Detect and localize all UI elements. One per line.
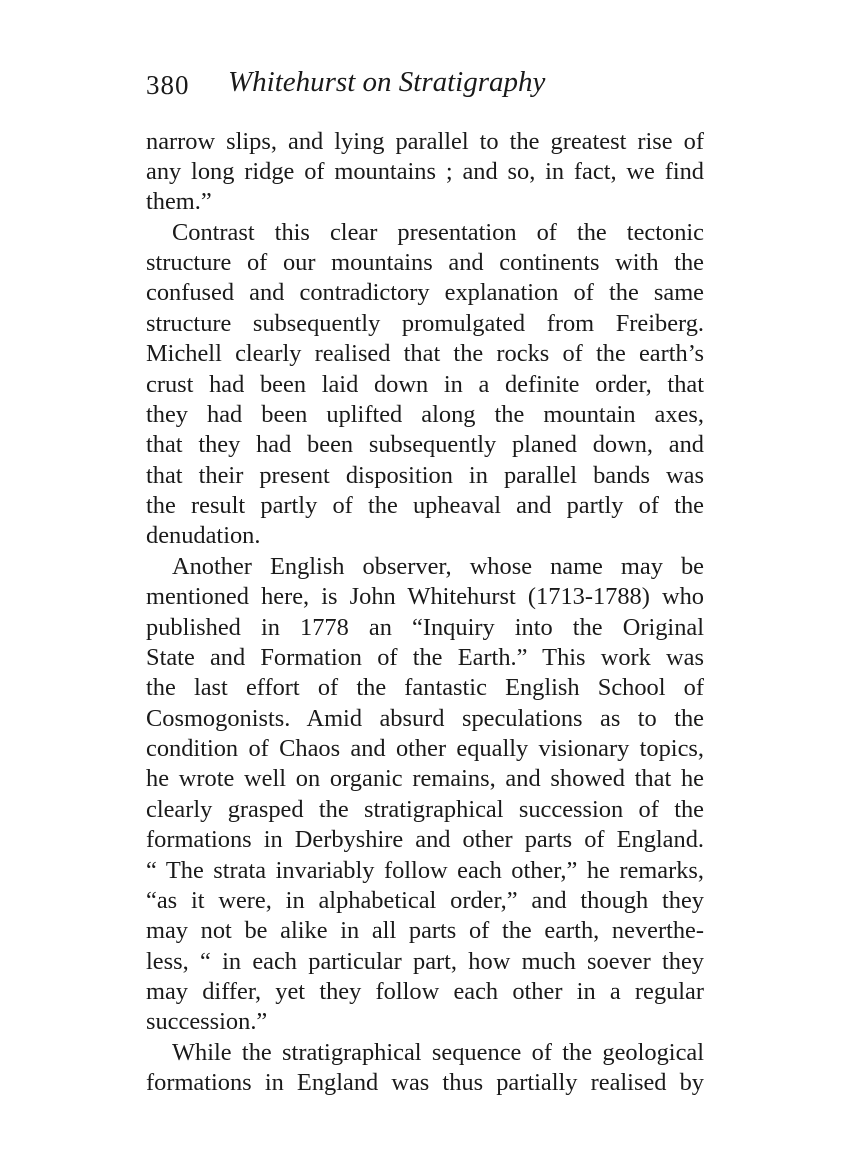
text-line: clearly grasped the stratigraphical succession of the [146, 796, 704, 823]
text-line: condition of Chaos and other equally visionary topics, [146, 735, 704, 762]
text-line: “as it were, in alphabetical order,” and though they [146, 887, 704, 914]
text-line: that their present disposition in parallel bands was [146, 462, 704, 489]
text-line: they had been uplifted along the mountain axes, [146, 401, 704, 428]
text-line: may differ, yet they follow each other in a regular [146, 978, 704, 1005]
text-line: confused and contradictory explanation of the same [146, 279, 704, 306]
text-line: he wrote well on organic remains, and showed that he [146, 765, 704, 792]
text-line: Cosmogonists. Amid absurd speculations as to the [146, 705, 704, 732]
paragraph-start-line: Another English observer, whose name may be [172, 553, 704, 580]
paragraph-start-line: Contrast this clear presentation of the tectonic [172, 219, 704, 246]
text-line: denudation. [146, 522, 261, 549]
page-number: 380 [146, 70, 190, 100]
running-title: Whitehurst on Stratigraphy [228, 66, 546, 98]
text-line: may not be alike in all parts of the earth, neverthe- [146, 917, 704, 944]
text-line: “ The strata invariably follow each other,” he remarks, [146, 857, 704, 884]
text-line: narrow slips, and lying parallel to the greatest rise of [146, 128, 704, 155]
text-line: them.” [146, 188, 212, 215]
text-line: structure of our mountains and continents with the [146, 249, 704, 276]
text-line: State and Formation of the Earth.” This work was [146, 644, 704, 671]
text-line: formations in England was thus partially realised by [146, 1069, 704, 1096]
running-header [146, 66, 746, 110]
text-line: published in 1778 an “Inquiry into the Original [146, 614, 704, 641]
text-line: structure subsequently promulgated from Freiberg. [146, 310, 704, 337]
text-line: the last effort of the fantastic English School of [146, 674, 704, 701]
text-line: less, “ in each particular part, how much soever they [146, 948, 704, 975]
text-line: crust had been laid down in a definite order, that [146, 371, 704, 398]
text-line: any long ridge of mountains ; and so, in fact, we find [146, 158, 704, 185]
text-line: succession.” [146, 1008, 268, 1035]
text-line: Michell clearly realised that the rocks of the earth’s [146, 340, 704, 367]
text-line: formations in Derbyshire and other parts of England. [146, 826, 704, 853]
text-line: mentioned here, is John Whitehurst (1713-1788) who [146, 583, 704, 610]
text-line: the result partly of the upheaval and partly of the [146, 492, 704, 519]
text-line: that they had been subsequently planed down, and [146, 431, 704, 458]
paragraph-start-line: While the stratigraphical sequence of the geological [172, 1039, 704, 1066]
